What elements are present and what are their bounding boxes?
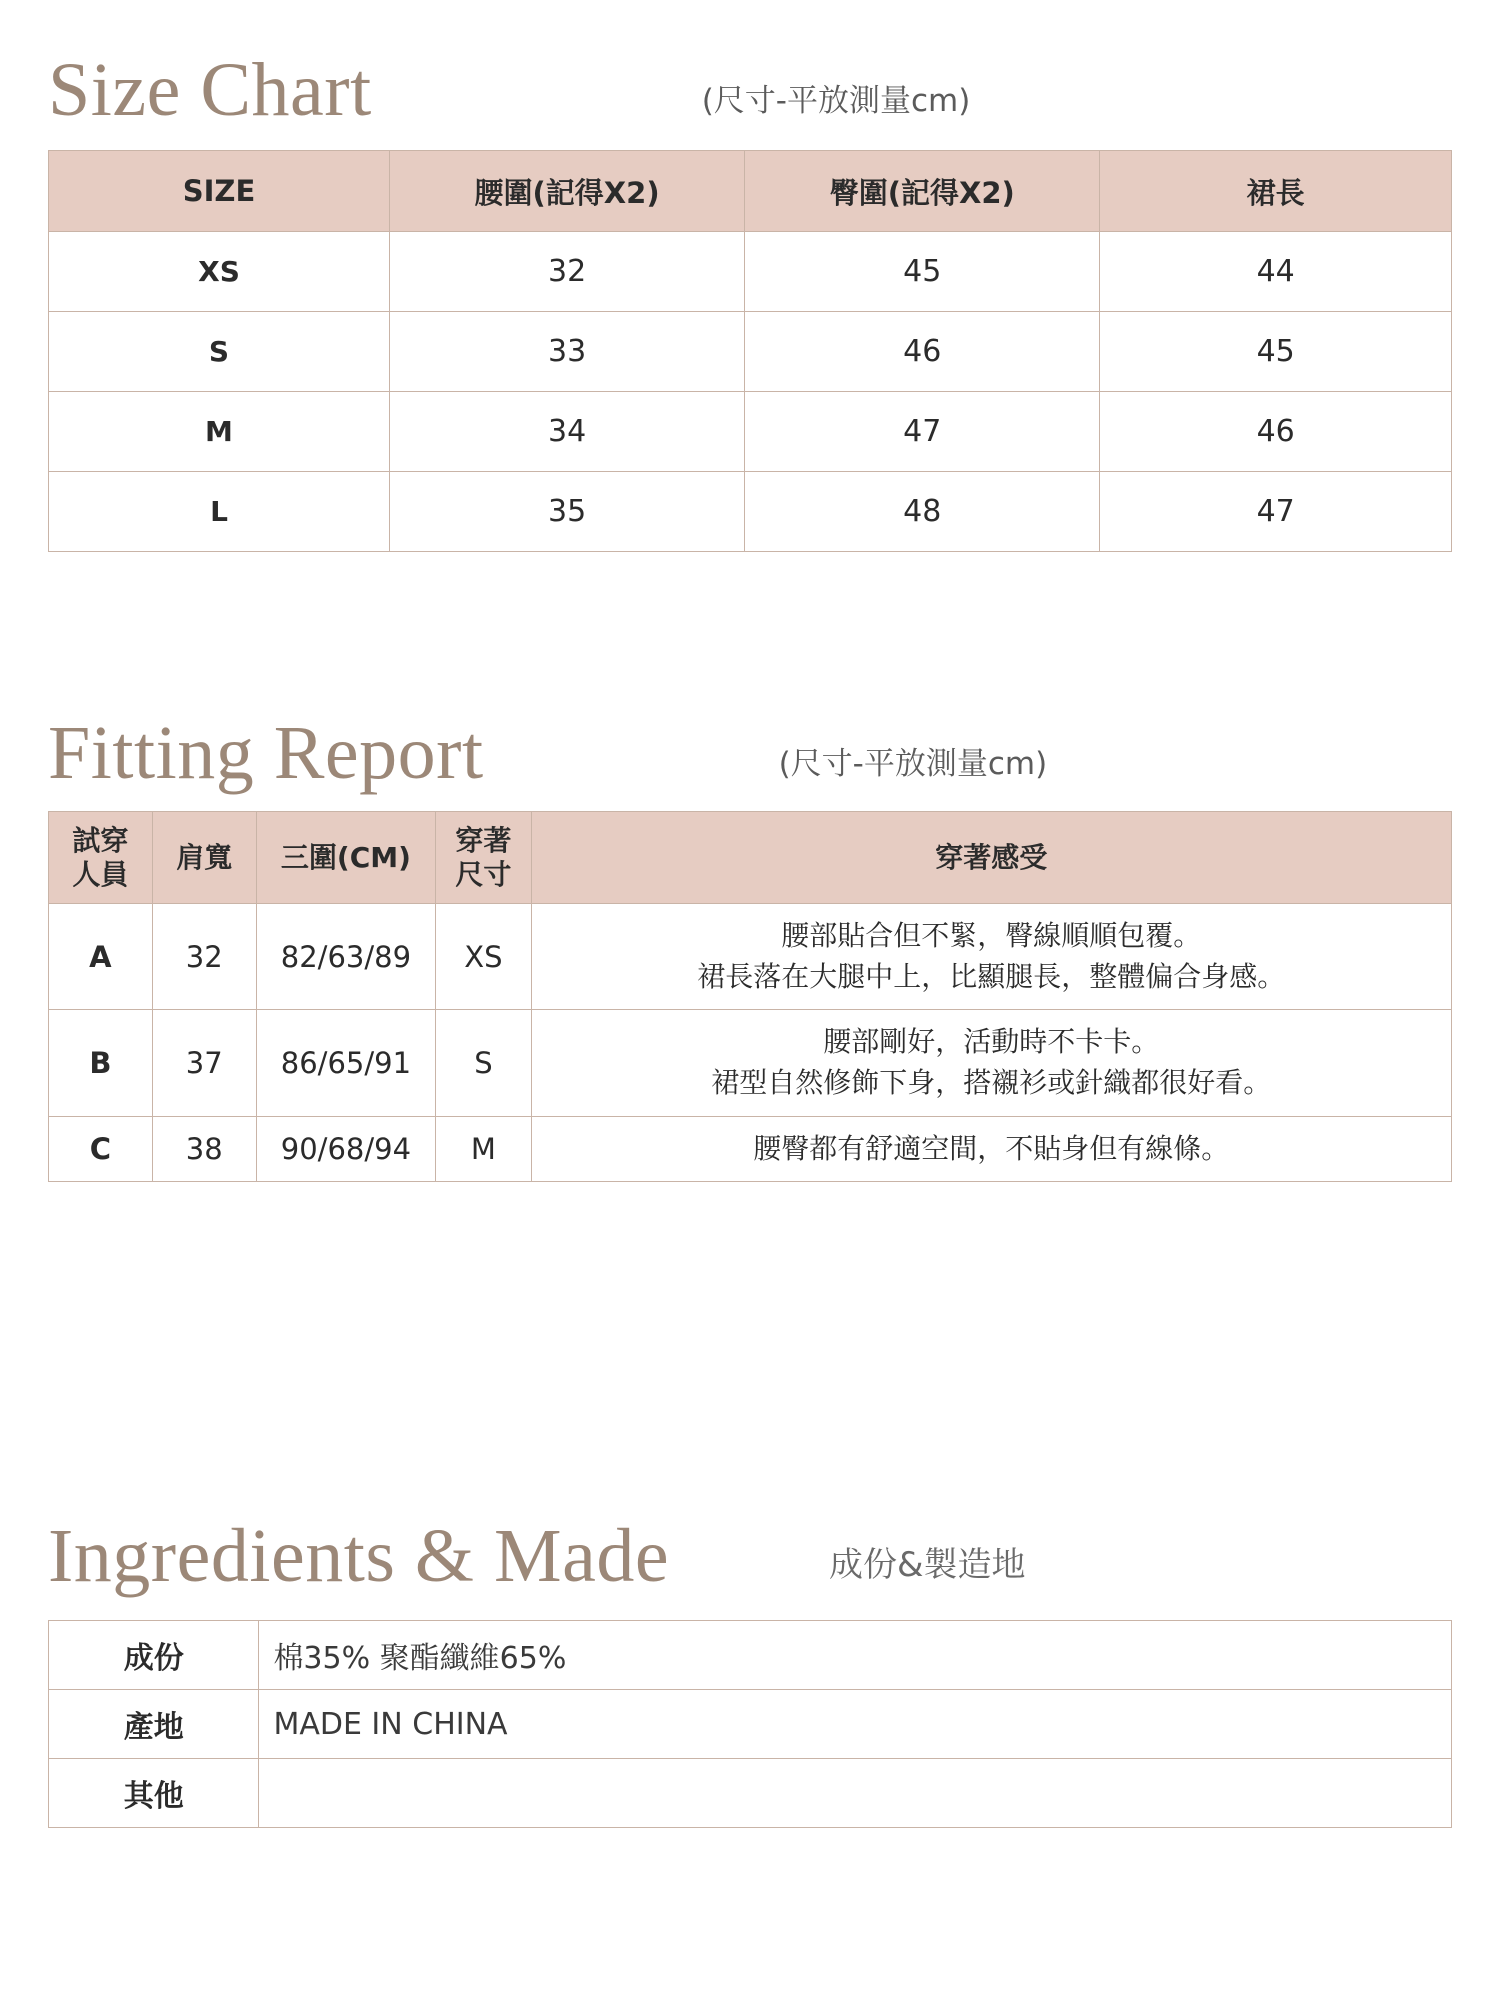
cell-waist: 33 <box>389 312 744 392</box>
cell-value-other <box>259 1759 1452 1828</box>
cell-hip: 47 <box>745 392 1100 472</box>
cell-hip: 48 <box>745 472 1100 552</box>
ingredients-table <box>48 1620 1452 1828</box>
cell-size: L <box>49 472 390 552</box>
feeling-line: 裙長落在大腿中上，比顯腿長，整體偏合身感。 <box>697 959 1286 993</box>
cell-hip: 46 <box>745 312 1100 392</box>
table-row <box>49 1759 1452 1828</box>
cell-measurements: 86/65/91 <box>256 1010 436 1116</box>
cell-size: M <box>49 392 390 472</box>
table-row <box>49 1690 1452 1759</box>
cell-tester: B <box>49 1010 153 1116</box>
col-header-length: 裙長 <box>1100 151 1452 232</box>
cell-shoulder: 37 <box>152 1010 256 1116</box>
col-header-tester-line2: 人員 <box>72 857 129 891</box>
fitting-report-title: Fitting Report <box>48 711 484 795</box>
cell-length: 44 <box>1100 232 1452 312</box>
col-header-hip: 臀圍(記得X2) <box>745 151 1100 232</box>
col-header-worn-size-line1: 穿著 <box>455 824 512 857</box>
col-header-worn-size <box>436 812 531 904</box>
size-chart-title: Size Chart <box>48 48 372 132</box>
table-row <box>49 1621 1452 1690</box>
cell-tester: A <box>49 904 153 1010</box>
fitting-report-heading <box>48 711 1452 795</box>
size-chart-heading <box>48 48 1452 132</box>
cell-measurements: 90/68/94 <box>256 1116 436 1182</box>
table-row <box>49 232 1452 312</box>
cell-shoulder: 32 <box>152 904 256 1010</box>
col-header-waist: 腰圍(記得X2) <box>389 151 744 232</box>
cell-shoulder: 38 <box>152 1116 256 1182</box>
size-chart-table <box>48 150 1452 552</box>
feeling-line: 裙型自然修飾下身，搭襯衫或針織都很好看。 <box>711 1065 1272 1099</box>
cell-waist: 32 <box>389 232 744 312</box>
cell-waist: 35 <box>389 472 744 552</box>
table-row <box>49 312 1452 392</box>
cell-measurements: 82/63/89 <box>256 904 436 1010</box>
cell-worn-size: XS <box>436 904 531 1010</box>
table-row <box>49 1010 1452 1116</box>
cell-worn-size: S <box>436 1010 531 1116</box>
cell-label-material: 成份 <box>49 1621 259 1690</box>
cell-label-origin: 產地 <box>49 1690 259 1759</box>
cell-value-material: 棉35% 聚酯纖維65% <box>259 1621 1452 1690</box>
fitting-report-section <box>48 711 1452 1182</box>
ingredients-heading <box>48 1514 1452 1598</box>
feeling-line: 腰部剛好，活動時不卡卡。 <box>823 1025 1160 1059</box>
col-header-tester <box>49 812 153 904</box>
col-header-feeling: 穿著感受 <box>531 812 1451 904</box>
table-header-row <box>49 151 1452 232</box>
table-row <box>49 1116 1452 1182</box>
ingredients-subtitle: 成份&製造地 <box>829 1545 1026 1585</box>
size-chart-subtitle: (尺寸-平放測量cm) <box>701 83 971 119</box>
col-header-tester-line1: 試穿 <box>72 824 129 857</box>
table-row <box>49 904 1452 1010</box>
cell-size: S <box>49 312 390 392</box>
ingredients-section <box>48 1514 1452 1828</box>
cell-tester: C <box>49 1116 153 1182</box>
cell-length: 47 <box>1100 472 1452 552</box>
cell-waist: 34 <box>389 392 744 472</box>
ingredients-title: Ingredients & Made <box>48 1514 670 1598</box>
table-row <box>49 472 1452 552</box>
feeling-line: 腰臀都有舒適空間，不貼身但有線條。 <box>753 1131 1230 1165</box>
cell-size: XS <box>49 232 390 312</box>
col-header-measurements: 三圍(CM) <box>256 812 436 904</box>
cell-value-origin: MADE IN CHINA <box>259 1690 1452 1759</box>
cell-feeling <box>531 1010 1451 1116</box>
table-row <box>49 392 1452 472</box>
fitting-report-subtitle: (尺寸-平放測量cm) <box>778 746 1048 782</box>
cell-length: 45 <box>1100 312 1452 392</box>
col-header-size: SIZE <box>49 151 390 232</box>
cell-hip: 45 <box>745 232 1100 312</box>
cell-feeling <box>531 904 1451 1010</box>
table-header-row <box>49 812 1452 904</box>
cell-worn-size: M <box>436 1116 531 1182</box>
fitting-report-table <box>48 811 1452 1182</box>
cell-label-other: 其他 <box>49 1759 259 1828</box>
cell-length: 46 <box>1100 392 1452 472</box>
size-chart-section <box>48 48 1452 552</box>
col-header-shoulder: 肩寬 <box>152 812 256 904</box>
col-header-worn-size-line2: 尺寸 <box>455 857 512 891</box>
cell-feeling <box>531 1116 1451 1182</box>
feeling-line: 腰部貼合但不緊，臀線順順包覆。 <box>781 919 1202 953</box>
